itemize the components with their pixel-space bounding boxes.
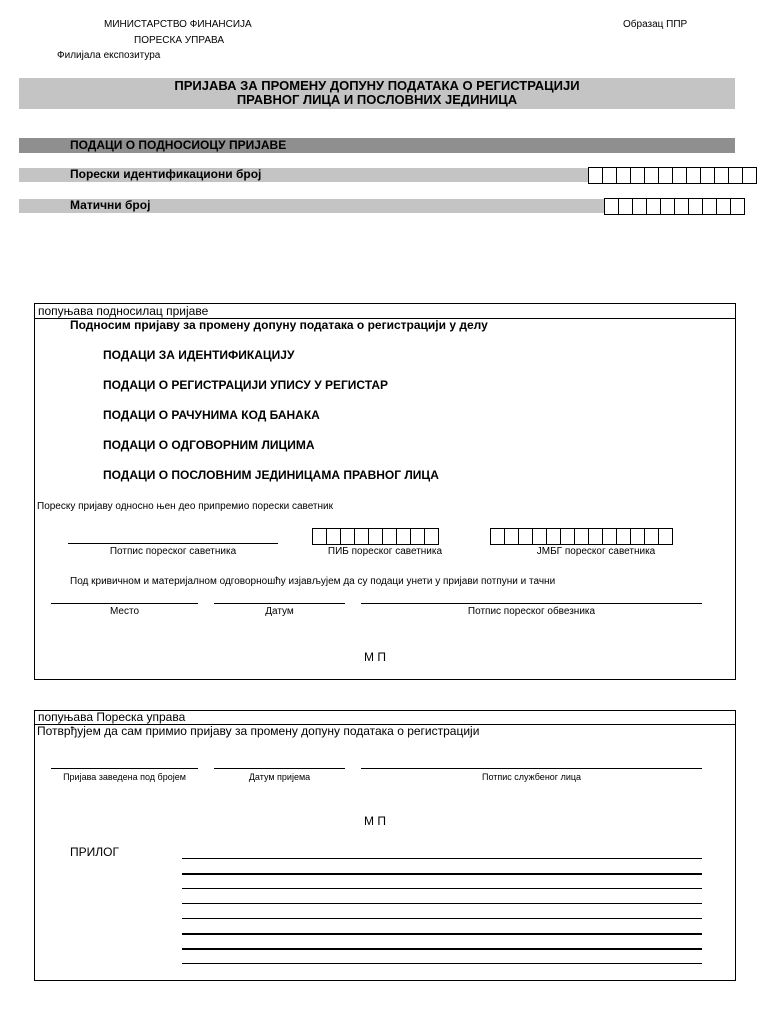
applicant-box-header: попуњава подносилац пријаве	[38, 304, 209, 318]
digit-cell[interactable]	[647, 199, 661, 214]
receipt-date-line[interactable]	[214, 768, 345, 769]
digit-cell[interactable]	[491, 529, 505, 544]
form-code: Образац ППР	[623, 19, 688, 30]
registered-under-line[interactable]	[51, 768, 198, 769]
applicant-intro: Подносим пријаву за промену допуну података о регистрацији у делу	[70, 318, 488, 332]
digit-cell[interactable]	[605, 199, 619, 214]
digit-cell[interactable]	[355, 529, 369, 544]
advisor-jmbg-label: ЈМБГ пореског саветника	[536, 546, 656, 557]
advisor-signature-label: Потпис пореског саветника	[109, 546, 237, 557]
liability-statement: Под кривичном и материјалном одговорношћу изјављујем да су подаци унети у пријави потпуни и тачни	[70, 576, 556, 587]
digit-cell[interactable]	[575, 529, 589, 544]
option-responsible-persons[interactable]: ПОДАЦИ О ОДГОВОРНИМ ЛИЦИМА	[103, 438, 315, 452]
attachment-line-4[interactable]	[182, 903, 702, 904]
digit-cell[interactable]	[313, 529, 327, 544]
digit-cell[interactable]	[631, 529, 645, 544]
option-business-units[interactable]: ПОДАЦИ О ПОСЛОВНИМ ЈЕДИНИЦАМА ПРАВНОГ ЛИЦА	[103, 468, 439, 482]
digit-cell[interactable]	[703, 199, 717, 214]
date-label: Датум	[265, 606, 294, 617]
attachment-line-8[interactable]	[182, 963, 702, 964]
digit-cell[interactable]	[673, 168, 687, 183]
digit-cell[interactable]	[689, 199, 703, 214]
attachment-line-1[interactable]	[182, 858, 702, 859]
digit-cell[interactable]	[589, 168, 603, 183]
tax-id-input[interactable]	[588, 167, 757, 184]
digit-cell[interactable]	[327, 529, 341, 544]
digit-cell[interactable]	[729, 168, 743, 183]
tax-id-label: Порески идентификациони број	[70, 167, 262, 181]
officer-signature-line[interactable]	[361, 768, 702, 769]
advisor-jmbg-input[interactable]	[490, 528, 673, 545]
ministry-name: МИНИСТАРСТВО ФИНАНСИЈА	[104, 19, 252, 30]
digit-cell[interactable]	[645, 529, 659, 544]
digit-cell[interactable]	[659, 529, 673, 544]
attachment-line-2[interactable]	[182, 873, 702, 875]
digit-cell[interactable]	[619, 199, 633, 214]
digit-cell[interactable]	[717, 199, 731, 214]
officer-signature-label: Потпис службеног лица	[481, 772, 582, 782]
authority-name: ПОРЕСКА УПРАВА	[134, 35, 225, 46]
title-line-2: ПРАВНОГ ЛИЦА И ПОСЛОВНИХ ЈЕДИНИЦА	[236, 92, 518, 107]
applicant-section-heading-bar	[19, 138, 735, 153]
digit-cell[interactable]	[369, 529, 383, 544]
digit-cell[interactable]	[633, 199, 647, 214]
digit-cell[interactable]	[617, 168, 631, 183]
advisor-signature-line[interactable]	[68, 543, 278, 544]
digit-cell[interactable]	[561, 529, 575, 544]
registered-under-label: Пријава заведена под бројем	[63, 772, 186, 782]
office-box-header: попуњава Пореска управа	[38, 710, 186, 724]
option-bank-accounts[interactable]: ПОДАЦИ О РАЧУНИМА КОД БАНАКА	[103, 408, 320, 422]
digit-cell[interactable]	[411, 529, 425, 544]
digit-cell[interactable]	[743, 168, 757, 183]
digit-cell[interactable]	[425, 529, 439, 544]
digit-cell[interactable]	[715, 168, 729, 183]
digit-cell[interactable]	[505, 529, 519, 544]
digit-cell[interactable]	[731, 199, 745, 214]
date-line[interactable]	[214, 603, 345, 604]
option-identification[interactable]: ПОДАЦИ ЗА ИДЕНТИФИКАЦИЈУ	[103, 348, 295, 362]
digit-cell[interactable]	[701, 168, 715, 183]
digit-cell[interactable]	[519, 529, 533, 544]
digit-cell[interactable]	[645, 168, 659, 183]
attachment-line-3[interactable]	[182, 888, 702, 889]
option-registration[interactable]: ПОДАЦИ О РЕГИСТРАЦИЈИ УПИСУ У РЕГИСТАР	[103, 378, 389, 392]
attachment-line-6[interactable]	[182, 933, 702, 935]
advisor-pib-label: ПИБ пореског саветника	[327, 546, 443, 557]
office-confirmation: Потврђујем да сам примио пријаву за промену допуну података о регистрацији	[37, 724, 480, 738]
attachment-line-7[interactable]	[182, 948, 702, 950]
office-stamp-label: М П	[364, 814, 386, 828]
digit-cell[interactable]	[383, 529, 397, 544]
place-line[interactable]	[51, 603, 198, 604]
title-line-1: ПРИЈАВА ЗА ПРОМЕНУ ДОПУНУ ПОДАТАКА О РЕГИСТРАЦИЈИ	[174, 78, 580, 93]
receipt-date-label: Датум пријема	[248, 772, 311, 782]
applicant-stamp-label: М П	[364, 650, 386, 664]
attachment-label: ПРИЛОГ	[70, 845, 119, 859]
digit-cell[interactable]	[675, 199, 689, 214]
digit-cell[interactable]	[603, 529, 617, 544]
digit-cell[interactable]	[661, 199, 675, 214]
digit-cell[interactable]	[631, 168, 645, 183]
digit-cell[interactable]	[589, 529, 603, 544]
digit-cell[interactable]	[397, 529, 411, 544]
applicant-section-heading: ПОДАЦИ О ПОДНОСИОЦУ ПРИЈАВЕ	[70, 138, 287, 152]
digit-cell[interactable]	[533, 529, 547, 544]
digit-cell[interactable]	[603, 168, 617, 183]
digit-cell[interactable]	[687, 168, 701, 183]
advisor-note: Пореску пријаву односно њен део припремио порески саветник	[37, 501, 333, 512]
taxpayer-signature-line[interactable]	[361, 603, 702, 604]
office-box	[34, 710, 736, 981]
digit-cell[interactable]	[341, 529, 355, 544]
title-bar	[19, 78, 735, 109]
taxpayer-signature-label: Потпис пореског обвезника	[467, 606, 596, 617]
advisor-pib-input[interactable]	[312, 528, 439, 545]
attachment-line-5[interactable]	[182, 918, 702, 919]
place-label: Место	[109, 606, 140, 617]
reg-no-label: Матични број	[70, 198, 151, 212]
digit-cell[interactable]	[547, 529, 561, 544]
digit-cell[interactable]	[659, 168, 673, 183]
digit-cell[interactable]	[617, 529, 631, 544]
branch-label: Филијала експозитура	[57, 50, 161, 61]
reg-no-input[interactable]	[604, 198, 745, 215]
